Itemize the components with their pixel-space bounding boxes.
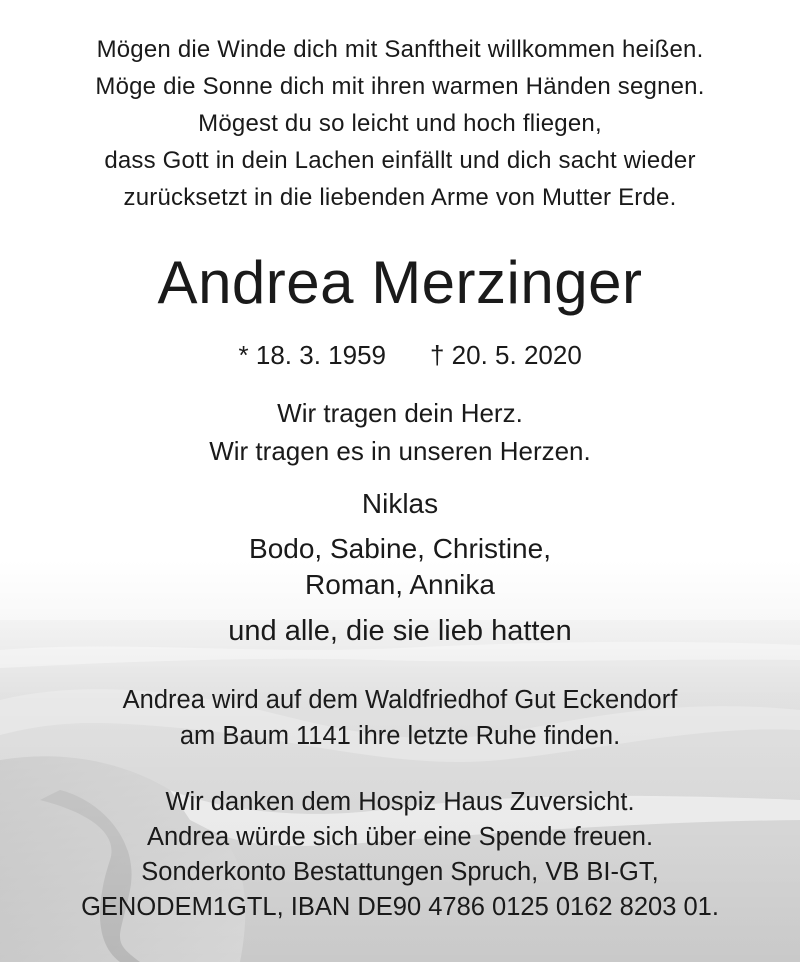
thanks-line: Wir danken dem Hospiz Haus Zuversicht. [165, 788, 635, 816]
mourner-line: Niklas [361, 488, 439, 519]
poem-line: dass Gott in dein Lachen einfällt und dich sacht wieder [104, 147, 696, 174]
mourner-line: Bodo, Sabine, Christine, [249, 533, 551, 564]
birth-date: * 18. 3. 1959 [238, 340, 386, 370]
thanks-line: Andrea würde sich über eine Spende freuen. [146, 823, 654, 851]
poem-line: Möge die Sonne dich mit ihren warmen Händen segnen. [95, 73, 705, 100]
motto-line: Wir tragen dein Herz. [277, 398, 523, 428]
motto-line: Wir tragen es in unseren Herzen. [209, 436, 591, 466]
life-dates [0, 340, 800, 372]
death-date: † 20. 5. 2020 [430, 340, 582, 370]
burial-line: am Baum 1141 ihre letzte Ruhe finden. [179, 722, 621, 750]
thanks-line: GENODEM1GTL, IBAN DE90 4786 0125 0162 8203 01. [81, 893, 719, 921]
deceased-name: Andrea Merzinger [157, 249, 643, 316]
poem-line: Mögen die Winde dich mit Sanftheit willkommen heißen. [96, 36, 704, 63]
poem-line: Mögest du so leicht und hoch fliegen, [198, 110, 602, 137]
burial-line: Andrea wird auf dem Waldfriedhof Gut Eckendorf [122, 686, 678, 714]
poem-line: zurücksetzt in die liebenden Arme von Mutter Erde. [123, 184, 677, 211]
mourner-line: Roman, Annika [305, 569, 495, 600]
mourner-line: und alle, die sie lieb hatten [228, 615, 572, 647]
thanks-line: Sonderkonto Bestattungen Spruch, VB BI-GT, [141, 858, 659, 886]
